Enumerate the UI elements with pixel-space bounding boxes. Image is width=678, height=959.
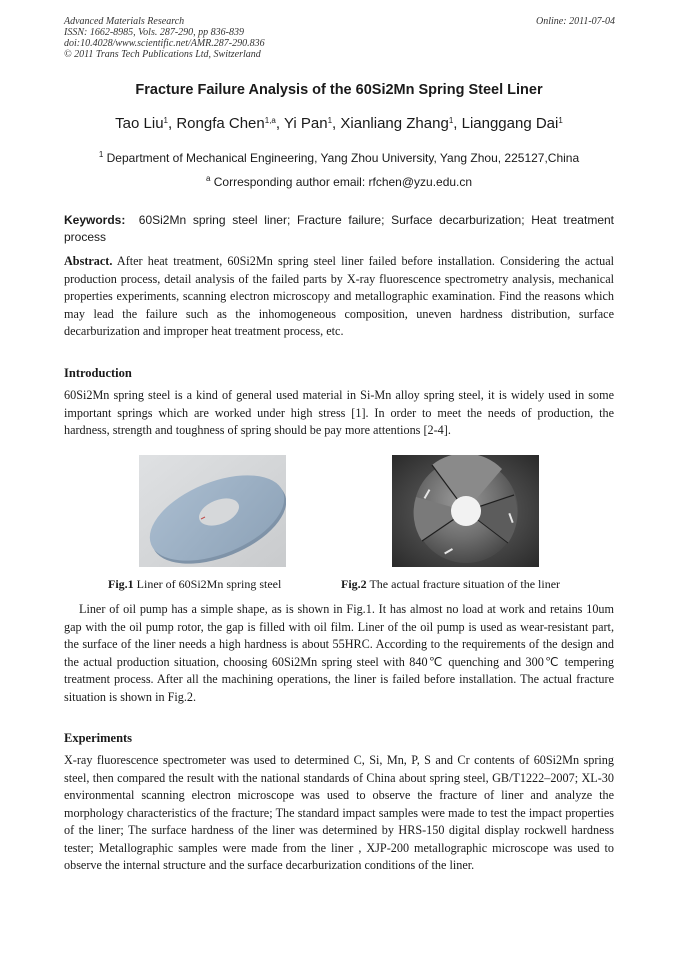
doi-line: doi:10.4028/www.scientific.net/AMR.287-290.836 [64, 38, 265, 49]
abstract-label: Abstract. [64, 254, 113, 268]
author-name: Lianggang Dai [461, 115, 559, 132]
author [462, 115, 563, 132]
corresponding-text: Corresponding author email: rfchen@yzu.edu.cn [213, 175, 473, 189]
corresponding-sup: a [205, 174, 211, 183]
experiments-heading: Experiments [64, 731, 133, 745]
author [340, 115, 461, 132]
author-sup: 1 [558, 116, 563, 125]
author-sup: 1,a [264, 116, 276, 125]
affiliation [0, 151, 678, 165]
author-list [0, 115, 678, 132]
figure-1-image [139, 455, 286, 567]
corresponding-author [0, 175, 678, 189]
author [284, 115, 340, 132]
author-name: Yi Pan [283, 115, 328, 132]
figure-1-caption [108, 577, 281, 592]
figure-2-image [392, 455, 539, 567]
abstract-text: After heat treatment, 60Si2Mn spring steel liner failed before installation. Considering the actual production process, detail analysis of the failed parts by X-ray fluorescence spectrometry analysis, mechanical properties experiments, scanning electron microscopy and metallographic examination. Find the reasons which may lead the failure such as the inhomogeneous composition, uneven hardness distribution, surface decarburization and improper heat treatment process, etc. [64, 254, 614, 338]
copyright-line: © 2011 Trans Tech Publications Ltd, Switzerland [64, 49, 261, 60]
experiments-paragraph: X-ray fluorescence spectrometer was used to determined C, Si, Mn, P, S and Cr contents of 60Si2Mn spring steel, then compared the result with the national standards of China about spring steel, GB/T1222–2007; XL-30 environmental scanning electron microscope was used to observe the fracture of liner and analyze the morphology characteristics of the fracture; The standard impact samples were made to test the impact properties of the liner; The surface hardness of the liner was determined by HRS-150 digital display rockwell hardness tester; Metallographic samples were made from the liner , XJP-200 metallographic microscope was used to observe the internal structure and the surface decarburization conditions of the liner. [64, 753, 614, 872]
introduction-heading: Introduction [64, 366, 132, 380]
author-separator: , [275, 115, 284, 132]
author [115, 115, 176, 132]
paper-title: Fracture Failure Analysis of the 60Si2Mn Spring Steel Liner [135, 82, 543, 98]
figure-1-caption-text: Liner of 60Si2Mn spring steel [136, 577, 282, 591]
intro-paragraph-2: Liner of oil pump has a simple shape, as is shown in Fig.1. It has almost no load at work and retains 10um gap with the oil pump rotor, the gap is filled with oil film. Liner of the oil pump is used as wear-resistant part, the surface of the liner needs a high hardness is about 55HRC. According to the requirements of the design and the actual production situation, choosing 60Si2Mn spring steel with 840℃ quenching and 300℃ tempering treatment process. After all the machining operations, the liner is failed before installation. The actual fracture situation is shown in Fig.2. [64, 602, 614, 704]
author-sup: 1 [448, 116, 454, 125]
author [176, 115, 284, 132]
figure-2-caption-text: The actual fracture situation of the liner [369, 577, 561, 591]
affiliation-text: Department of Mechanical Engineering, Yang Zhou University, Yang Zhou, 225127,China [106, 151, 580, 165]
author-name: Rongfa Chen [176, 115, 265, 132]
figure-2-label: Fig.2 [341, 577, 367, 591]
figure-1-label: Fig.1 [108, 577, 134, 591]
author-separator: , [332, 115, 341, 132]
keywords-text: 60Si2Mn spring steel liner; Fracture failure; Surface decarburization; Heat treatment process [64, 213, 614, 244]
affiliation-sup: 1 [98, 150, 104, 159]
figure-2-caption [341, 577, 560, 592]
liner-disc-render [139, 455, 286, 567]
abstract [64, 253, 614, 341]
online-date: Online: 2011-07-04 [536, 16, 615, 27]
keywords-label: Keywords: [64, 213, 126, 227]
author-separator: , [453, 115, 462, 132]
page-header [64, 16, 615, 60]
author-name: Tao Liu [115, 115, 164, 132]
journal-name: Advanced Materials Research [64, 16, 185, 27]
author-name: Xianliang Zhang [340, 115, 449, 132]
fracture-photo [392, 455, 539, 567]
author-sup: 1 [163, 116, 168, 125]
author-sup: 1 [327, 116, 333, 125]
intro-paragraph-1: 60Si2Mn spring steel is a kind of general used material in Si-Mn alloy spring steel, it is widely used in some important springs which are worked under high stress [1]. In order to meet the needs of production, the hardness, strength and toughness of spring should be pay more attentions [2-4]. [64, 388, 614, 437]
author-separator: , [168, 115, 177, 132]
keywords [64, 212, 614, 246]
issn-line: ISSN: 1662-8985, Vols. 287-290, pp 836-839 [64, 27, 244, 38]
